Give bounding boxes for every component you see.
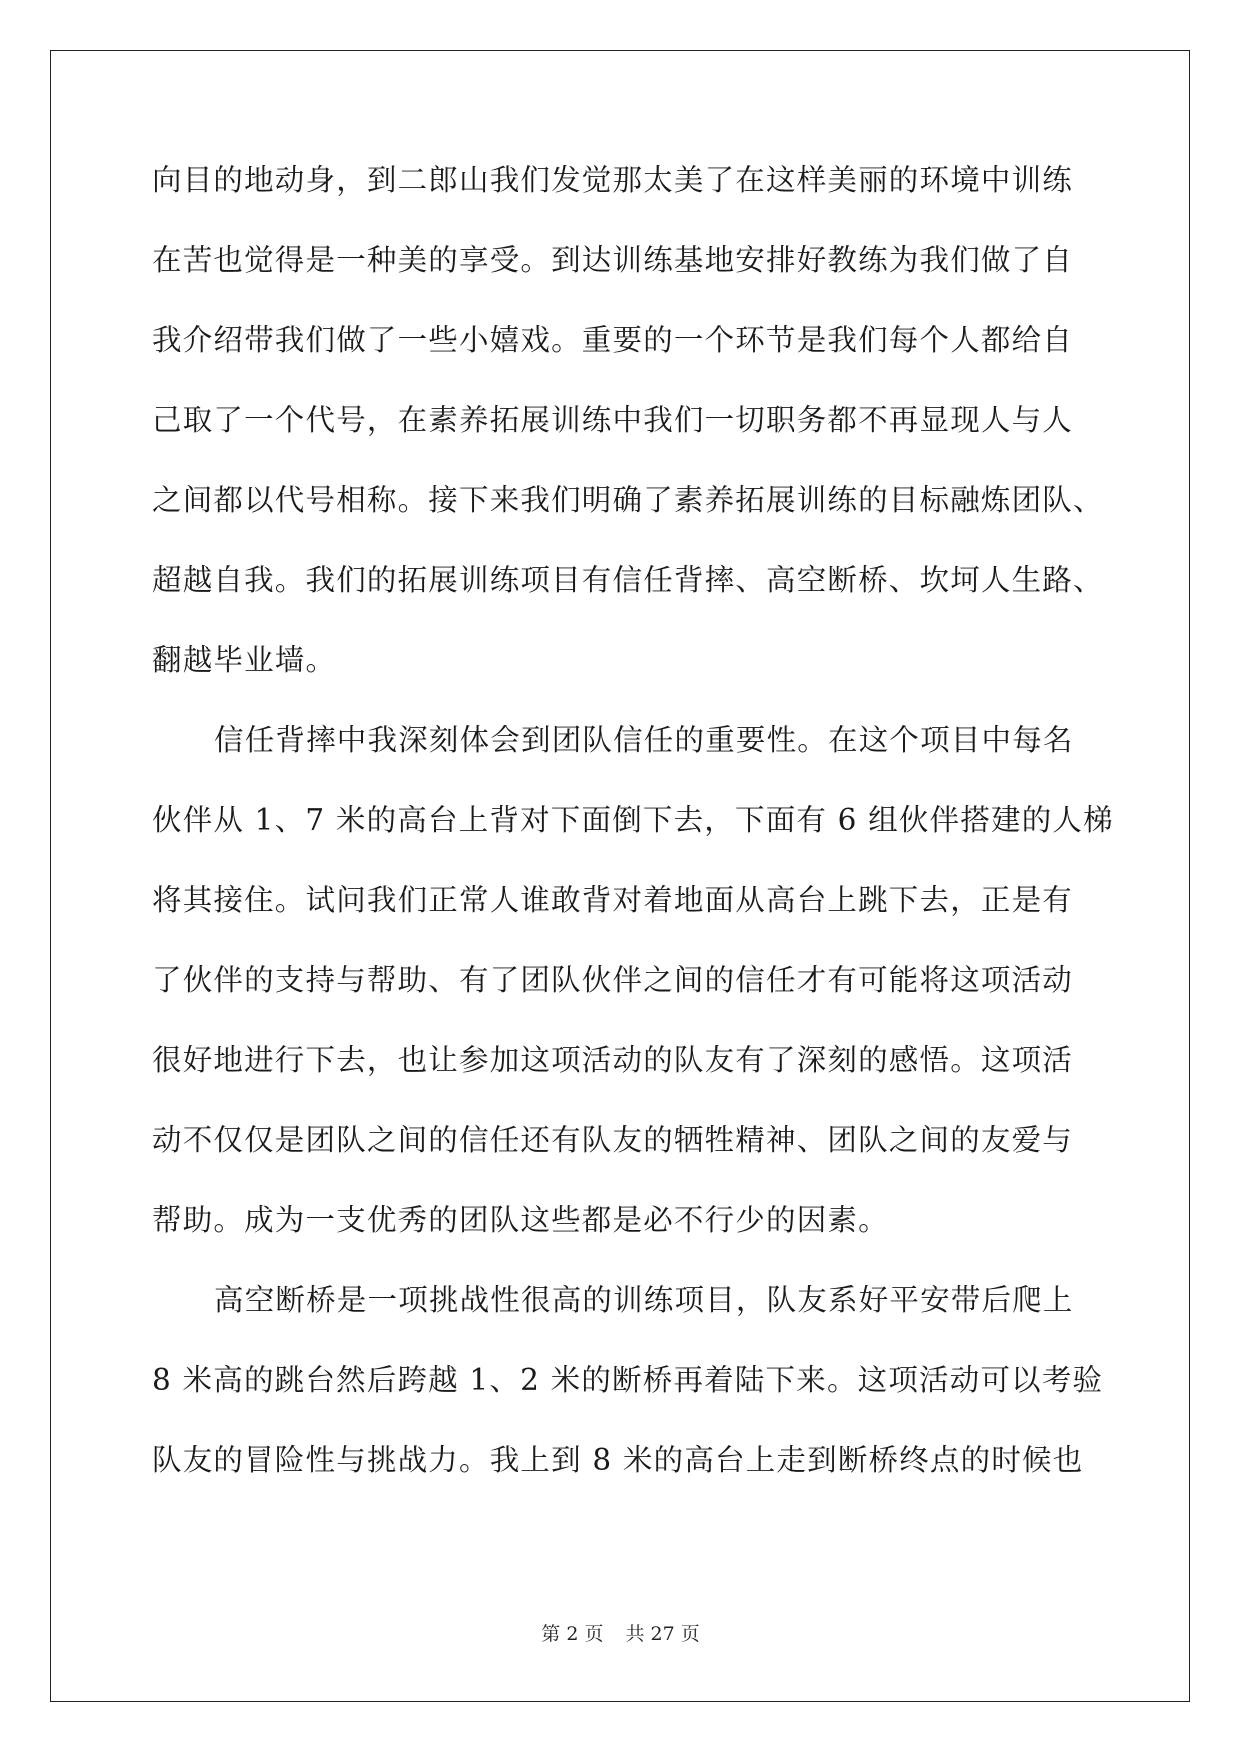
text-line: 之间都以代号相称。接下来我们明确了素养拓展训练的目标融炼团队、 xyxy=(152,483,1104,517)
text-line: 动不仅仅是团队之间的信任还有队友的牺牲精神、团队之间的友爱与 xyxy=(152,1123,1074,1157)
text-line: 伙伴从 1、7 米的高台上背对下面倒下去，下面有 6 组伙伴搭建的人梯 xyxy=(152,803,1114,837)
text-line: 很好地进行下去，也让参加这项活动的队友有了深刻的感悟。这项活 xyxy=(152,1043,1074,1077)
text-line: 8 米高的跳台然后跨越 1、2 米的断桥再着陆下来。这项活动可以考验 xyxy=(152,1363,1104,1397)
paragraph-first-line: 高空断桥是一项挑战性很高的训练项目，队友系好平安带后爬上 xyxy=(214,1283,1074,1317)
text-line: 翻越毕业墙。 xyxy=(152,643,337,677)
text-line: 帮助。成为一支优秀的团队这些都是必不行少的因素。 xyxy=(152,1203,889,1237)
text-line: 将其接住。试问我们正常人谁敢背对着地面从高台上跳下去，正是有 xyxy=(152,883,1074,917)
text-line: 超越自我。我们的拓展训练项目有信任背摔、高空断桥、坎坷人生路、 xyxy=(152,563,1104,597)
text-line: 向目的地动身，到二郎山我们发觉那太美了在这样美丽的环境中训练 xyxy=(152,163,1074,197)
text-line: 我介绍带我们做了一些小嬉戏。重要的一个环节是我们每个人都给自 xyxy=(152,323,1074,357)
text-line: 了伙伴的支持与帮助、有了团队伙伴之间的信任才有可能将这项活动 xyxy=(152,963,1074,997)
page-footer xyxy=(0,1619,1241,1646)
text-line: 队友的冒险性与挑战力。我上到 8 米的高台上走到断桥终点的时候也 xyxy=(152,1443,1084,1477)
text-line: 在苦也觉得是一种美的享受。到达训练基地安排好教练为我们做了自 xyxy=(152,243,1074,277)
page-number: 第 2 页 xyxy=(541,1623,604,1645)
document-body xyxy=(152,160,1114,1520)
paragraph-first-line: 信任背摔中我深刻体会到团队信任的重要性。在这个项目中每名 xyxy=(214,723,1074,757)
text-line: 己取了一个代号，在素养拓展训练中我们一切职务都不再显现人与人 xyxy=(152,403,1074,437)
page-total: 共 27 页 xyxy=(625,1623,700,1645)
